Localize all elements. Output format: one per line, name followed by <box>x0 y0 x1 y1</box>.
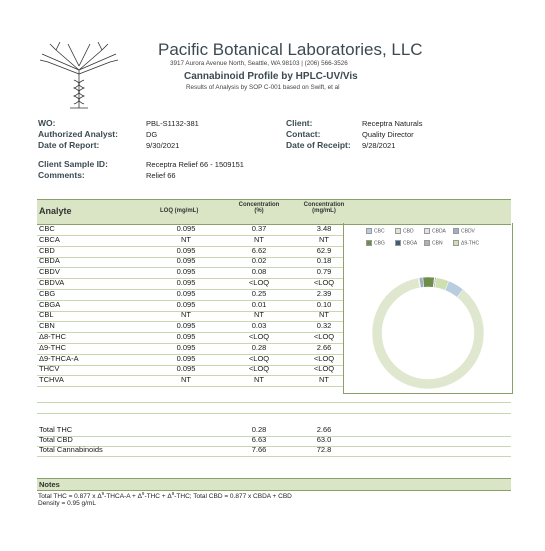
mg-cell: <LOQ <box>313 364 335 374</box>
loq-cell: 0.095 <box>176 224 196 233</box>
analyte-name: CBDA <box>39 256 60 266</box>
company-name: Pacific Botanical Laboratories, LLC <box>158 40 423 59</box>
analyte-name: CBDVA <box>39 278 65 287</box>
mg-cell: 0.18 <box>316 256 332 266</box>
mg-cell: 0.32 <box>316 321 332 331</box>
sample-id-value: Receptra Relief 66 - 1509151 <box>146 160 244 169</box>
mg-cell: <LOQ <box>313 353 335 363</box>
mg-cell: 0.79 <box>316 267 332 277</box>
mg-cell: 2.39 <box>316 288 332 298</box>
total-name: Total CBD <box>39 435 73 444</box>
loq-cell: 0.095 <box>176 256 196 266</box>
receipt-value: 9/28/2021 <box>362 141 396 150</box>
analyte-name: Δ9-THCA-A <box>39 353 79 363</box>
chart-panel <box>343 223 513 394</box>
loq-cell: 0.095 <box>176 245 196 255</box>
pct-cell: 0.25 <box>251 288 267 298</box>
pct-cell: NT <box>254 375 264 385</box>
loq-cell: 0.095 <box>176 288 196 298</box>
total-pct-cell: 0.28 <box>251 425 267 434</box>
table-row <box>37 375 343 387</box>
pct-cell: 6.62 <box>251 245 267 255</box>
loq-cell: NT <box>181 234 191 244</box>
pct-cell: <LOQ <box>248 353 270 363</box>
pct-header: Concentration (%) <box>238 202 280 214</box>
legend-label: CBG <box>374 240 385 247</box>
notes-header <box>37 478 511 491</box>
mg-cell: <LOQ <box>313 332 335 341</box>
notes-line-1: Total THC = 0.877 x $\Delta^9-THCA-A + \Delta^9-THC + \Delta^8-THC$; Total CBD = 0.877 x CBDA + CBD <box>38 491 292 501</box>
divider <box>37 413 511 414</box>
analyte-name: CBG <box>39 288 56 298</box>
total-mg-cell: 72.8 <box>316 445 332 454</box>
mg-cell: 0.10 <box>316 299 332 309</box>
pct-cell: NT <box>254 310 264 320</box>
total-pct-cell: 6.63 <box>251 435 267 444</box>
analyst-value: DG <box>146 130 158 139</box>
total-mg-cell: 2.66 <box>316 425 332 434</box>
loq-cell: 0.095 <box>176 342 196 352</box>
analyte-name: Δ8-THC <box>39 332 67 341</box>
company-address: 3917 Aurora Avenue North, Seattle, WA 98103 | (206) 566-3526 <box>170 60 348 67</box>
analyte-name: CBDV <box>39 267 60 277</box>
legend-label: CBD <box>403 228 414 235</box>
mg-cell: NT <box>319 375 329 385</box>
pct-cell: 0.03 <box>251 321 267 331</box>
pct-cell: 0.08 <box>251 267 267 277</box>
report-date-label: Date of Report: <box>38 140 100 150</box>
pct-cell: <LOQ <box>248 364 270 374</box>
comments-label: Comments: <box>38 170 85 180</box>
pct-cell: 0.01 <box>251 299 267 309</box>
mg-cell: <LOQ <box>313 278 335 287</box>
wo-label: WO: <box>38 118 56 128</box>
table-header <box>37 199 511 225</box>
legend-label: CBDA <box>432 228 446 235</box>
sample-id-label: Client Sample ID: <box>38 159 108 169</box>
mg-cell: 2.66 <box>316 342 332 352</box>
receipt-label: Date of Receipt: <box>286 140 351 150</box>
analyst-label: Authorized Analyst: <box>38 129 118 139</box>
analyte-name: CBCA <box>39 234 60 244</box>
client-value: Receptra Naturals <box>362 119 423 128</box>
loq-cell: 0.095 <box>176 364 196 374</box>
mg-header: Concentration (mg/mL) <box>303 202 345 214</box>
analyte-name: CBD <box>39 245 55 255</box>
pct-cell: <LOQ <box>248 332 270 341</box>
method-description: Results of Analysis by SOP C-001 based on Swift, et al <box>186 84 340 91</box>
lab-logo-tree-icon <box>36 40 122 110</box>
analyte-name: Δ9-THC <box>39 342 67 352</box>
notes-heading: Notes <box>39 480 60 489</box>
analyte-name: TCHVA <box>39 375 64 385</box>
notes-line-2: Density = 0.95 g/mL <box>38 500 96 507</box>
divider <box>37 402 511 403</box>
pct-cell: 0.28 <box>251 342 267 352</box>
mg-cell: NT <box>319 310 329 320</box>
loq-cell: 0.095 <box>176 332 196 341</box>
analyte-name: CBL <box>39 310 54 320</box>
donut-slice <box>423 277 435 287</box>
report-date-value: 9/30/2021 <box>146 141 180 150</box>
legend-label: CBN <box>432 240 443 247</box>
mg-cell: 3.48 <box>316 224 332 233</box>
total-row <box>37 445 511 457</box>
loq-cell: 0.095 <box>176 299 196 309</box>
comments-value: Relief 66 <box>146 171 176 180</box>
total-mg-cell: 63.0 <box>316 435 332 444</box>
contact-value: Quality Director <box>362 130 414 139</box>
contact-label: Contact: <box>286 129 321 139</box>
total-name: Total THC <box>39 425 73 434</box>
legend-label: CBC <box>374 228 385 235</box>
total-pct-cell: 7.66 <box>251 445 267 454</box>
loq-cell: 0.095 <box>176 267 196 277</box>
analyte-header: Analyte <box>39 206 72 216</box>
loq-cell: NT <box>181 310 191 320</box>
analyte-name: CBGA <box>39 299 61 309</box>
loq-cell: NT <box>181 375 191 385</box>
legend-label: Δ9-THC <box>461 240 480 247</box>
legend-label: CBDV <box>461 228 475 235</box>
pct-cell: 0.02 <box>251 256 267 266</box>
pct-cell: 0.37 <box>251 224 267 233</box>
pct-cell: <LOQ <box>248 278 270 287</box>
legend-label: CBGA <box>403 240 418 247</box>
loq-cell: 0.095 <box>176 278 196 287</box>
pct-cell: NT <box>254 234 264 244</box>
client-label: Client: <box>286 118 313 128</box>
donut-slice <box>372 278 484 389</box>
report-title: Cannabinoid Profile by HPLC-UV/Vis <box>184 71 358 82</box>
analyte-name: CBC <box>39 224 55 233</box>
mg-cell: 62.9 <box>316 245 332 255</box>
wo-value: PBL-S1132-381 <box>146 119 199 128</box>
analyte-name: THCV <box>39 364 60 374</box>
loq-cell: 0.095 <box>176 321 196 331</box>
loq-header: LOQ (mg/mL) <box>160 208 199 214</box>
total-name: Total Cannabinoids <box>39 445 103 454</box>
loq-cell: 0.095 <box>176 353 196 363</box>
cannabinoid-donut-chart <box>344 223 512 393</box>
analyte-name: CBN <box>39 321 55 331</box>
mg-cell: NT <box>319 234 329 244</box>
